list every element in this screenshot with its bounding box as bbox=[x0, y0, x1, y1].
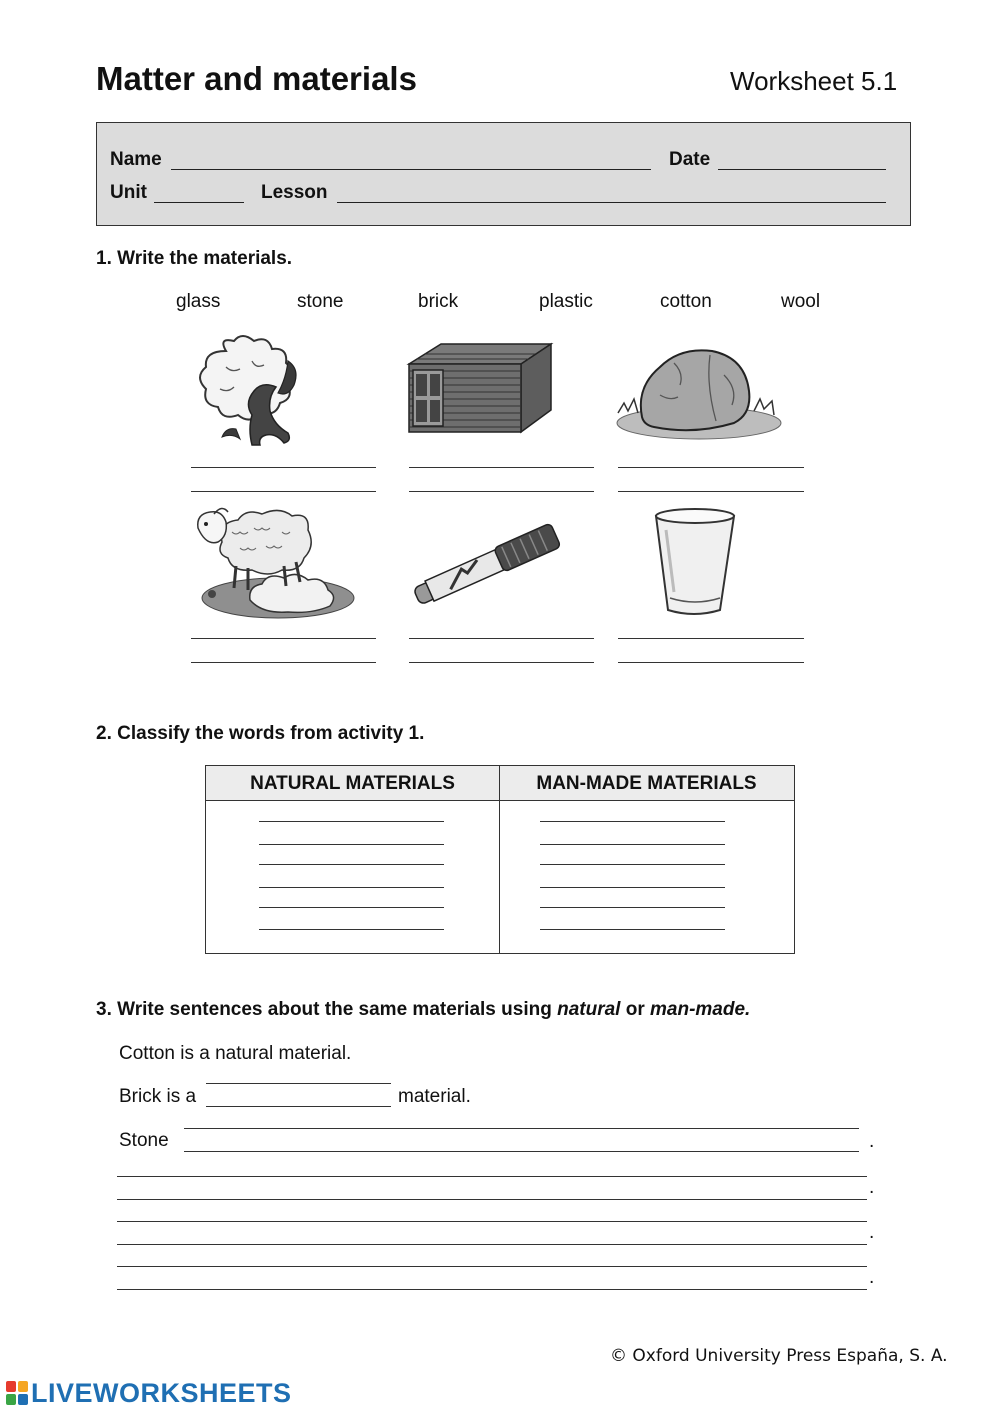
lesson-field[interactable] bbox=[337, 202, 886, 203]
word-bank-item: brick bbox=[418, 291, 459, 312]
answer-line[interactable] bbox=[191, 467, 376, 468]
name-field[interactable] bbox=[171, 169, 651, 170]
natural-answer-line[interactable] bbox=[259, 864, 444, 865]
brick-icon bbox=[405, 340, 555, 436]
sentence-line[interactable] bbox=[117, 1244, 867, 1245]
answer-line[interactable] bbox=[409, 662, 594, 663]
unit-field[interactable] bbox=[154, 202, 244, 203]
answer-line[interactable] bbox=[618, 467, 804, 468]
stone-answer-line[interactable] bbox=[184, 1151, 859, 1152]
brick-answer-line[interactable] bbox=[206, 1106, 391, 1107]
stone-answer-line[interactable] bbox=[184, 1128, 859, 1129]
copyright-notice: © Oxford University Press España, S. A. bbox=[610, 1346, 948, 1366]
sentence-line[interactable] bbox=[117, 1221, 867, 1222]
stone-sentence-prefix: Stone bbox=[119, 1130, 169, 1151]
classification-table bbox=[205, 765, 795, 954]
q3-heading-text: 3. Write sentences about the same materials using bbox=[96, 999, 558, 1020]
sentence-line[interactable] bbox=[117, 1176, 867, 1177]
q3-word-man-made: man-made. bbox=[650, 999, 751, 1020]
brick-sentence-prefix: Brick is a bbox=[119, 1086, 197, 1107]
name-label: Name bbox=[110, 149, 162, 170]
q3-heading-or: or bbox=[620, 999, 651, 1020]
sentence-line[interactable] bbox=[117, 1199, 867, 1200]
man-made-answer-line[interactable] bbox=[540, 929, 725, 930]
liveworksheets-brand: LIVEWORKSHEETS bbox=[31, 1377, 292, 1408]
natural-answer-line[interactable] bbox=[259, 907, 444, 908]
sentence-line[interactable] bbox=[117, 1266, 867, 1267]
date-label: Date bbox=[669, 149, 711, 170]
brick-answer-line[interactable] bbox=[206, 1083, 391, 1084]
q3-word-natural: natural bbox=[557, 999, 621, 1020]
question-2-heading: 2. Classify the words from activity 1. bbox=[96, 723, 425, 744]
answer-line[interactable] bbox=[409, 638, 594, 639]
answer-line[interactable] bbox=[191, 491, 376, 492]
unit-label: Unit bbox=[110, 182, 147, 203]
sentence-period: . bbox=[869, 1267, 875, 1288]
answer-line[interactable] bbox=[618, 638, 804, 639]
glass-cup-icon bbox=[652, 506, 738, 618]
brick-sentence-suffix: material. bbox=[398, 1086, 471, 1107]
liveworksheets-logo-icon bbox=[6, 1381, 28, 1405]
student-info-box bbox=[96, 122, 911, 226]
answer-line[interactable] bbox=[409, 467, 594, 468]
sentence-line[interactable] bbox=[117, 1289, 867, 1290]
word-bank-item: stone bbox=[297, 291, 344, 312]
cotton-plant-icon bbox=[196, 333, 308, 448]
worksheet-number: Worksheet 5.1 bbox=[730, 66, 898, 96]
man-made-answer-line[interactable] bbox=[540, 864, 725, 865]
natural-answer-line[interactable] bbox=[259, 821, 444, 822]
sheep-icon bbox=[192, 502, 357, 622]
page-title: Matter and materials bbox=[96, 60, 417, 97]
sentence-period: . bbox=[869, 1222, 875, 1243]
question-3-heading bbox=[96, 999, 750, 1021]
answer-line[interactable] bbox=[618, 491, 804, 492]
man-made-answer-line[interactable] bbox=[540, 821, 725, 822]
natural-materials-header: NATURAL MATERIALS bbox=[206, 766, 499, 801]
man-made-materials-header: MAN-MADE MATERIALS bbox=[499, 766, 794, 801]
lesson-label: Lesson bbox=[261, 182, 328, 203]
stone-icon bbox=[614, 345, 784, 441]
word-bank-item: plastic bbox=[539, 291, 593, 312]
plastic-pen-icon bbox=[404, 520, 572, 610]
man-made-answer-line[interactable] bbox=[540, 887, 725, 888]
natural-answer-line[interactable] bbox=[259, 887, 444, 888]
sentence-period: . bbox=[869, 1177, 875, 1198]
date-field[interactable] bbox=[718, 169, 886, 170]
table-divider bbox=[499, 766, 500, 953]
man-made-answer-line[interactable] bbox=[540, 907, 725, 908]
natural-answer-line[interactable] bbox=[259, 844, 444, 845]
liveworksheets-logo[interactable] bbox=[6, 1378, 292, 1408]
example-sentence: Cotton is a natural material. bbox=[119, 1043, 352, 1064]
answer-line[interactable] bbox=[409, 491, 594, 492]
answer-line[interactable] bbox=[191, 638, 376, 639]
answer-line[interactable] bbox=[618, 662, 804, 663]
natural-answer-line[interactable] bbox=[259, 929, 444, 930]
word-bank-item: wool bbox=[781, 291, 821, 312]
word-bank-item: cotton bbox=[660, 291, 712, 312]
word-bank-item: glass bbox=[176, 291, 221, 312]
answer-line[interactable] bbox=[191, 662, 376, 663]
sentence-period: . bbox=[869, 1131, 875, 1152]
question-1-heading: 1. Write the materials. bbox=[96, 248, 293, 269]
man-made-answer-line[interactable] bbox=[540, 844, 725, 845]
